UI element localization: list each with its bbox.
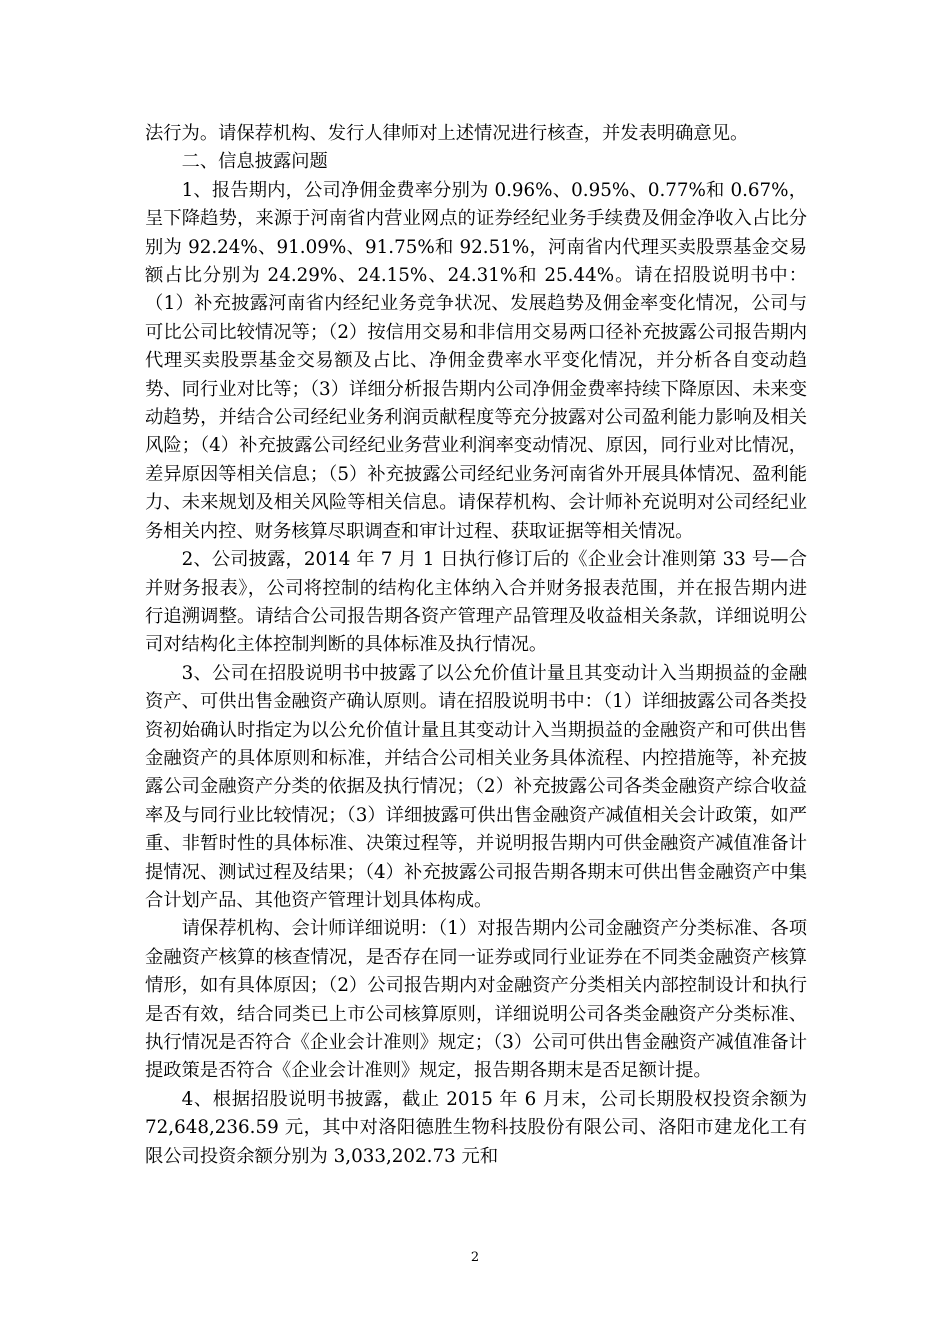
section-heading: 二、信息披露问题 [181, 151, 328, 173]
paragraph-continuation: 法行为。请保荐机构、发行人律师对上述情况进行核查，并发表明确意见。 [145, 123, 749, 144]
question-1-paragraph: 1、报告期内，公司净佣金费率分别为 0.96%、0.95%、0.77%和 0.67%，呈下降趋势，来源于河南省内营业网点的证券经纪业务手续费及佣金净收入占比分别为 92.24%、91.09%、91.75%和 92.51%，河南省内代理买卖股票基金交易额占比分别为 24.29%、24.15%、24.31%和 25.44%。请在招股说明书中：（1）补充披露河南省内经纪业务竞争状况、发展趋势及佣金率变化情况，公司与可比公司比较情况等；（2）按信用交易和非信用交易两口径补充披露公司报告期内代理买卖股票基金交易额及占比、净佣金费率水平变化情况，并分析各自变动趋势、同行业对比等；（3）详细分析报告期内公司净佣金费率持续下降原因、未来变动趋势，并结合公司经纪业务利润贡献程度等充分披露对公司盈利能力影响及相关风险；（4）补充披露公司经纪业务营业利润率变动情况、原因，同行业对比情况，差异原因等相关信息；（5）补充披露公司经纪业务河南省外开展具体情况、盈利能力、未来规划及相关风险等相关信息。请保荐机构、会计师补充说明对公司经纪业务相关内控、财务核算尽职调查和审计过程、获取证据等相关情况。 [145, 179, 807, 542]
question-4-paragraph: 4、根据招股说明书披露，截止 2015 年 6 月末，公司长期股权投资余额为 72,648,236.59 元，其中对洛阳德胜生物科技股份有限公司、洛阳市建龙化工有限公司投资余额分别为 3,033,202.73 元和 [145, 1088, 807, 1167]
question-2-paragraph: 2、公司披露，2014 年 7 月 1 日执行修订后的《企业会计准则第 33 号—合并财务报表》，公司将控制的结构化主体纳入合并财务报表范围，并在报告期内进行追溯调整。请结合公司报告期各资产管理产品管理及收益相关条款，详细说明公司对结构化主体控制判断的具体标准及执行情况。 [145, 549, 807, 656]
page-number: 2 [470, 1250, 480, 1265]
question-3-paragraph: 3、公司在招股说明书中披露了以公允价值计量且其变动计入当期损益的金融资产、可供出售金融资产确认原则。请在招股说明书中：（1）详细披露公司各类投资初始确认时指定为以公允价值计量且其变动计入当期损益的金融资产和可供出售金融资产的具体原则和标准，并结合公司相关业务具体流程、内控措施等，补充披露公司金融资产分类的依据及执行情况；（2）补充披露公司各类金融资产综合收益率及与同行业比较情况；（3）详细披露可供出售金融资产减值相关会计政策，如严重、非暂时性的具体标准、决策过程等，并说明报告期内可供金融资产减值准备计提情况、测试过程及结果；（4）补充披露公司报告期各期末可供出售金融资产中集合计划产品、其他资产管理计划具体构成。 [145, 662, 807, 911]
question-3-followup-paragraph: 请保荐机构、会计师详细说明：（1）对报告期内公司金融资产分类标准、各项金融资产核算的核查情况，是否存在同一证券或同行业证券在不同类金融资产核算情形，如有具体原因；（2）公司报告期内对金融资产分类相关内部控制设计和执行是否有效，结合同类已上市公司核算原则，详细说明公司各类金融资产分类标准、执行情况是否符合《企业会计准则》规定；（3）公司可供出售金融资产减值准备计提政策是否符合《企业会计准则》规定，报告期各期末是否足额计提。 [145, 918, 807, 1082]
document-body [145, 120, 807, 1171]
